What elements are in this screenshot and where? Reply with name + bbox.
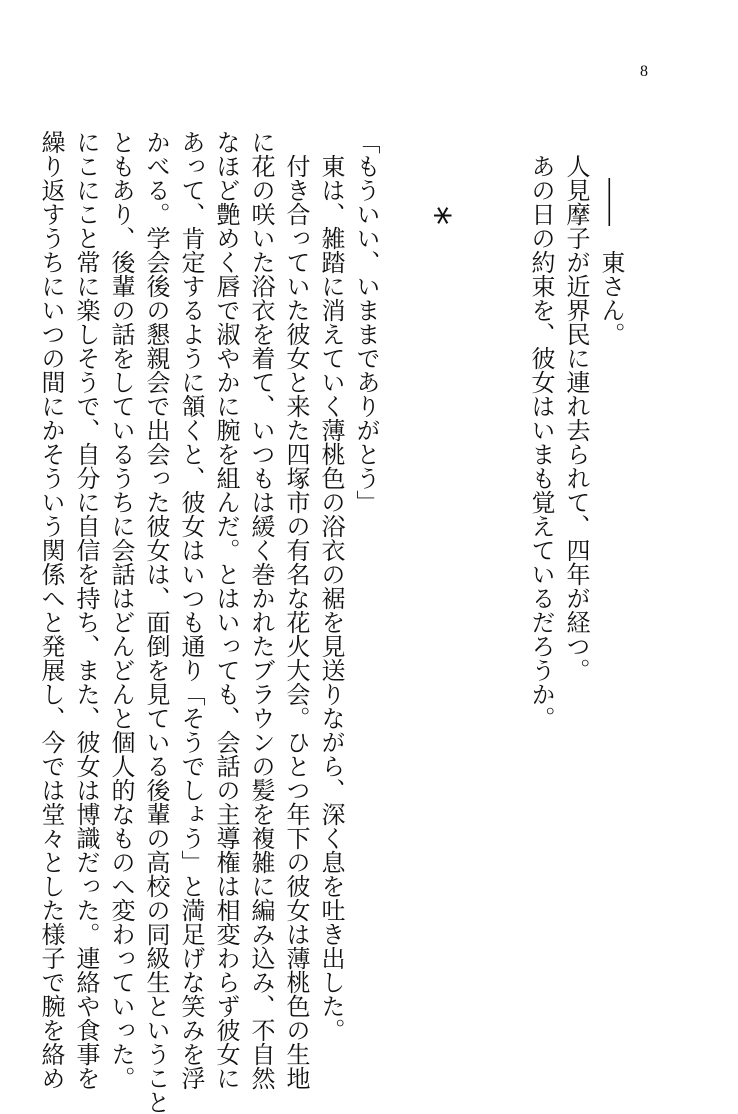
text-line: ―― 東さん。 xyxy=(597,178,625,346)
text-line: 繰り返すうちにいつの間にかそういう関係へと発展し、今では堂々とした様子で腕を絡め xyxy=(37,130,65,1090)
blank-line xyxy=(453,130,488,980)
text-line: かべる。学会後の懇親会で出会った彼女は、面倒を見ている後輩の高校の同級生ということ xyxy=(142,130,170,1114)
text-line: にこにこと常に楽しそうで、自分に自信を持ち、また、彼女は博識だった。連絡や食事を xyxy=(72,130,100,1090)
text-line: 東は、雑踏に消えていく薄桃色の浴衣の裾を見送りながら、深く息を吐き出した。 xyxy=(317,154,345,1042)
blank-line xyxy=(488,130,523,980)
section-break-asterisk: * xyxy=(414,206,458,225)
text-line: あの日の約束を、彼女はいまも覚えているだろうか。 xyxy=(527,154,555,730)
text-line: 付き合っていた彼女と来た四塚市の有名な花火大会。ひとつ年下の彼女は薄桃色の生地 xyxy=(282,154,310,1090)
body-text xyxy=(37,130,628,1114)
page-number: 8 xyxy=(640,63,648,80)
text-line: ともあり、後輩の話をしているうちに会話はどんどんと個人的なものへ変わっていった。 xyxy=(107,130,135,1090)
text-line: 「もういい、いままでありがとう」 xyxy=(352,130,380,514)
text-line: あって、肯定するように頷くと、彼女はいつも通り「そうでしょう」と満足げな笑みを浮 xyxy=(177,130,205,1090)
text-line: なほど艶めく唇で淑やかに腕を組んだ。とはいっても、会話の主導権は相変わらず彼女に xyxy=(212,130,240,1090)
text-line: 人見摩子が近界民に連れ去られて、四年が経つ。 xyxy=(562,154,590,682)
text-line: に花の咲いた浴衣を着て、いつもは緩く巻かれたブラウンの髪を複雑に編み込み、不自然 xyxy=(247,130,275,1090)
blank-line xyxy=(383,130,418,980)
